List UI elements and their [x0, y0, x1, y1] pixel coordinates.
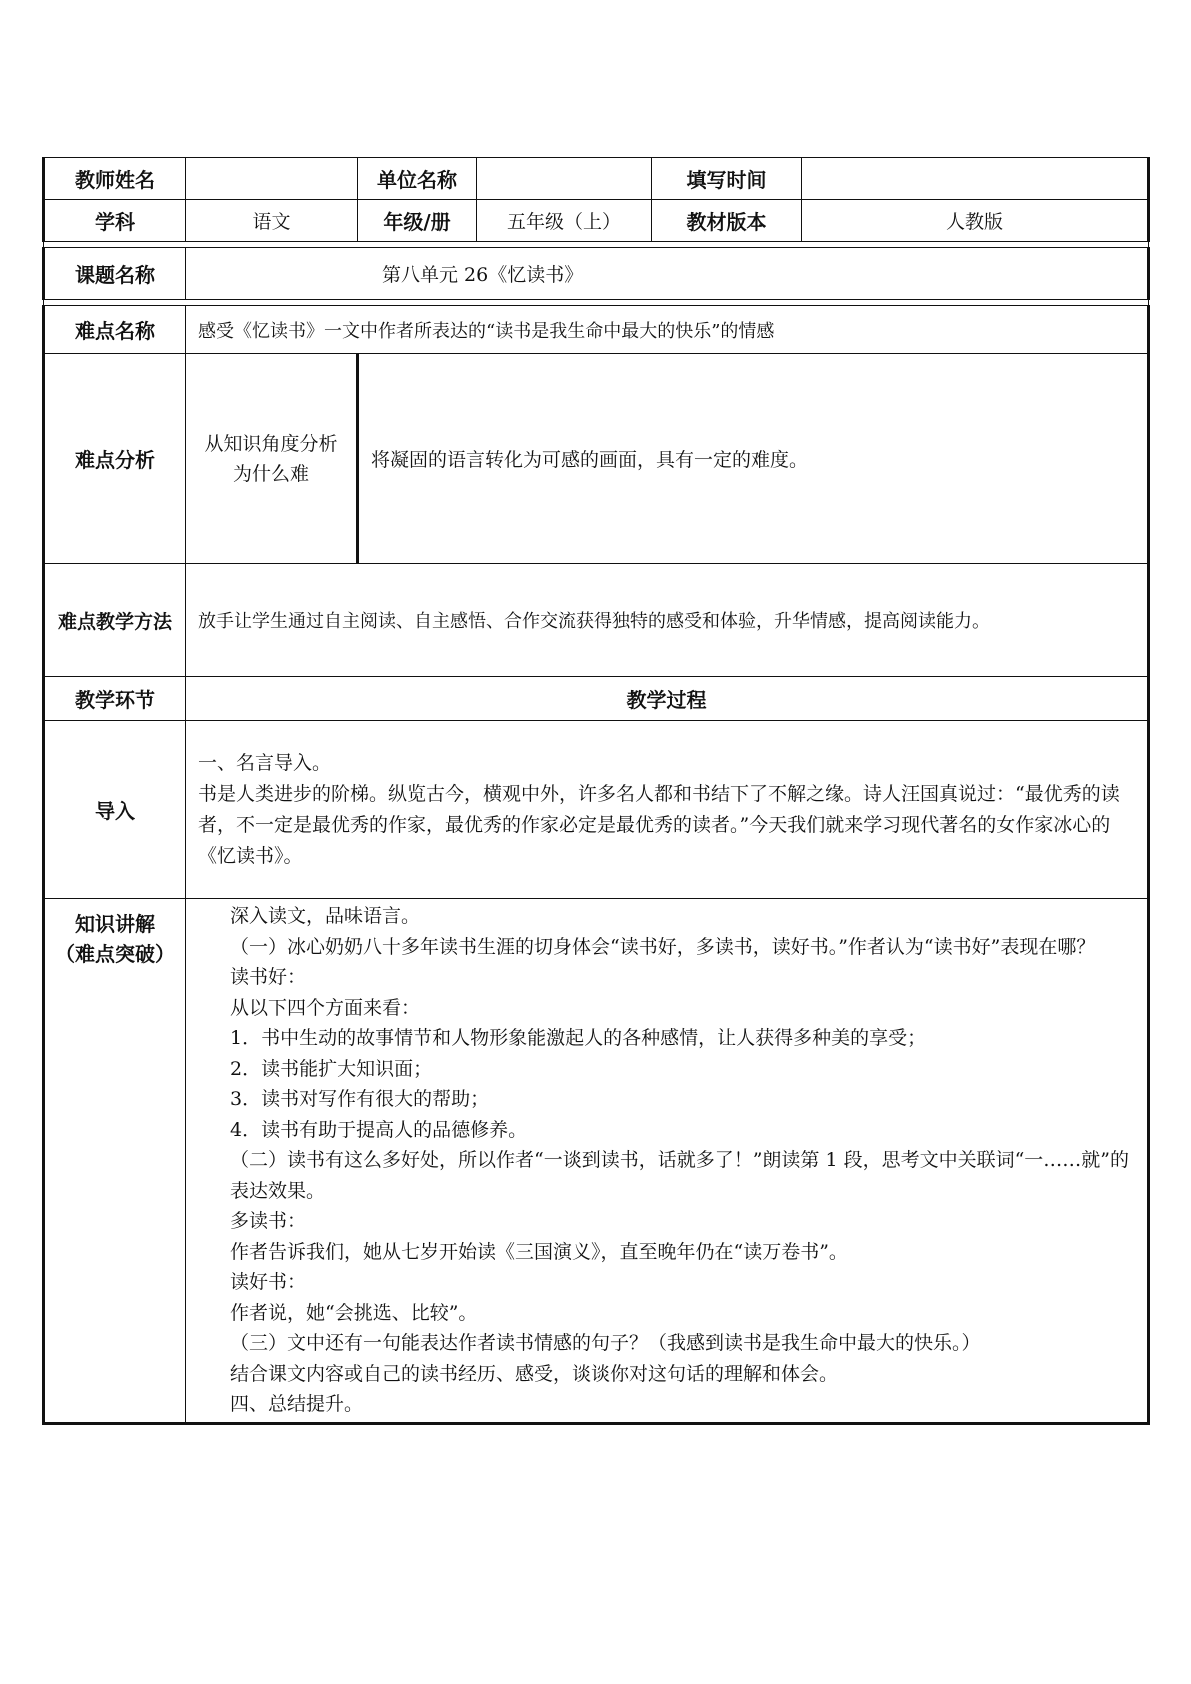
- knowledge-line: 2．读书能扩大知识面；: [230, 1057, 433, 1080]
- fill-time-label: 填写时间: [652, 158, 802, 200]
- knowledge-row: [44, 899, 1149, 1424]
- analysis-sub-label: 从知识角度分析为什么难: [186, 354, 358, 564]
- knowledge-line: 3．读书对写作有很大的帮助；: [230, 1088, 490, 1110]
- intro-label: 导入: [44, 721, 186, 899]
- edition-value: 人教版: [802, 200, 1149, 242]
- intro-line: 书是人类进步的阶梯。纵览古今，横观中外，许多名人都和书结下了不解之缘。诗人汪国真说过：“最优秀的读者，不一定是最优秀的作家，最优秀的作家必定是最优秀的读者。”今天我们就来学习现代著名的女作家冰心的《忆读书》。: [198, 782, 1120, 867]
- knowledge-line: 从以下四个方面来看：: [230, 996, 421, 1019]
- stage-label: 教学环节: [44, 677, 186, 721]
- knowledge-label-sub: （难点突破）: [55, 942, 175, 966]
- knowledge-line: 作者告诉我们，她从七岁开始读《三国演义》，直至晚年仍在“读万卷书”。: [230, 1240, 848, 1263]
- knowledge-line: 深入读文，品味语言。: [230, 905, 421, 927]
- knowledge-line: （一）冰心奶奶八十多年读书生涯的切身体会“读书好，多读书，读好书。”作者认为“读书好”表现在哪？: [230, 935, 1096, 958]
- unit-name-label: 单位名称: [358, 158, 477, 200]
- edition-label: 教材版本: [652, 200, 802, 242]
- grade-value: 五年级（上）: [477, 200, 652, 242]
- knowledge-line: （三）文中还有一句能表达作者读书情感的句子？（我感到读书是我生命中最大的快乐。）: [230, 1332, 981, 1354]
- teacher-name-value[interactable]: [186, 158, 358, 200]
- knowledge-line: 多读书：: [230, 1210, 307, 1232]
- process-header-row: [44, 677, 1149, 721]
- difficulty-row: [44, 306, 1149, 354]
- lesson-title-value: 第八单元 26《忆读书》: [186, 248, 1149, 300]
- knowledge-line: 读好书：: [230, 1271, 307, 1293]
- knowledge-line: 结合课文内容或自己的读书经历、感受，谈谈你对这句话的理解和体会。: [230, 1362, 839, 1385]
- analysis-value: 将凝固的语言转化为可感的画面，具有一定的难度。: [358, 354, 1149, 564]
- intro-row: [44, 721, 1149, 899]
- intro-line: 一、名言导入。: [198, 751, 332, 774]
- subject-value: 语文: [186, 200, 358, 242]
- fill-time-value[interactable]: [802, 158, 1149, 200]
- difficulty-value: 感受《忆读书》一文中作者所表达的“读书是我生命中最大的快乐”的情感: [186, 306, 1149, 354]
- knowledge-line: （二）读书有这么多好处，所以作者“一谈到读书，话就多了！”朗读第 1 段，思考文中关联词“一……就”的表达效果。: [230, 1149, 1130, 1202]
- teacher-name-label: 教师姓名: [44, 158, 186, 200]
- method-row: [44, 564, 1149, 677]
- header-row-1: [44, 158, 1149, 200]
- knowledge-content: [186, 899, 1149, 1424]
- analysis-row: [44, 354, 1149, 564]
- analysis-label: 难点分析: [44, 354, 186, 564]
- intro-content: [186, 721, 1149, 899]
- lesson-title-row: [44, 248, 1149, 300]
- knowledge-line: 作者说，她“会挑选、比较”。: [230, 1301, 478, 1324]
- process-label: 教学过程: [186, 677, 1149, 721]
- knowledge-line: 4．读书有助于提高人的品德修养。: [230, 1118, 528, 1141]
- subject-label: 学科: [44, 200, 186, 242]
- method-value: 放手让学生通过自主阅读、自主感悟、合作交流获得独特的感受和体验，升华情感，提高阅读能力。: [186, 564, 1149, 677]
- grade-label: 年级/册: [358, 200, 477, 242]
- unit-name-value[interactable]: [477, 158, 652, 200]
- lesson-plan-table: [42, 157, 1150, 1425]
- knowledge-line: 四、总结提升。: [230, 1393, 364, 1415]
- method-label: 难点教学方法: [44, 564, 186, 677]
- difficulty-label: 难点名称: [44, 306, 186, 354]
- lesson-plan-sheet: [42, 157, 1147, 1425]
- lesson-title-label: 课题名称: [44, 248, 186, 300]
- knowledge-label-main: 知识讲解: [75, 912, 155, 936]
- knowledge-line: 1．书中生动的故事情节和人物形象能激起人的各种感情，让人获得多种美的享受；: [230, 1027, 927, 1049]
- knowledge-line: 读书好：: [230, 966, 307, 988]
- header-row-2: [44, 200, 1149, 242]
- knowledge-label: [44, 899, 186, 1424]
